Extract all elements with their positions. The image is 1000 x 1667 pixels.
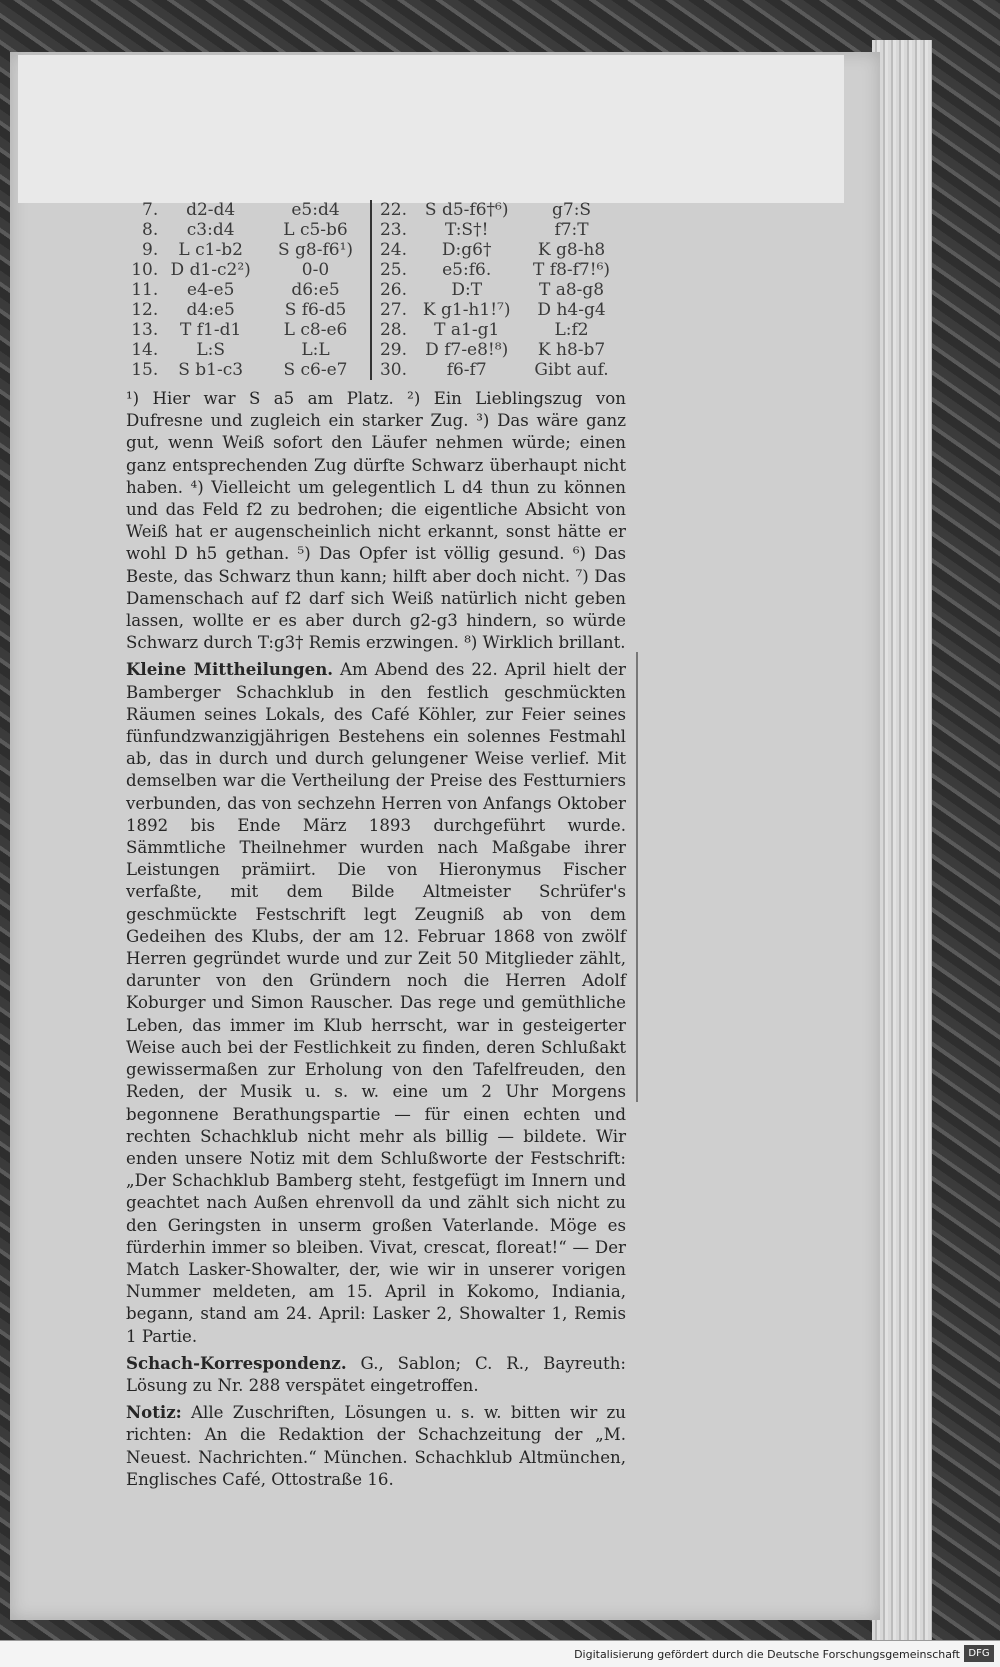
news-heading: Kleine Mittheilungen. [126,659,334,680]
move-cell-b: e5:d4 [291,200,340,220]
game-moves-table [126,200,626,380]
move-cell-w: L c1-b2 [178,240,243,260]
move-cell-n: 14. [131,340,159,360]
move-cell-n2: 25. [371,260,416,280]
move-cell-n: 15. [131,360,159,380]
move-cell-w: S b1-c3 [178,360,244,380]
move-cell-n2: 28. [371,320,416,340]
move-cell-b2: Gibt auf. [534,360,609,380]
page-text [126,200,626,1495]
move-cell-n: 13. [131,320,159,340]
move-cell-w2: D:T [451,280,483,300]
move-row [126,220,626,240]
move-cell-b2: K g8-h8 [537,240,606,260]
correspondence-paragraph [126,1352,626,1397]
annotation-notes: ¹) Hier war S a5 am Platz. ²) Ein Lieblingszug von Dufresne und zugleich ein starker Zug. ³) Das wäre ganz gut, wenn Weiß sofort den Läufer nehmen würde; einen ganz entsprechenden Zug dürfte Schwarz überhaupt nicht haben. ⁴) Vielleicht um gelegentlich L d4 thun zu können und das Feld f2 zu bedrohen; die eigentliche Absicht von Weiß hat er augenscheinlich nicht erkannt, sonst hätte er wohl D h5 gethan. ⁵) Das Opfer ist völlig gesund. ⁶) Das Beste, das Schwarz thun kann; hilft aber doch nicht. ⁷) Das Damenschach auf f2 darf sich Weiß natürlich nicht geben lassen, wollte er es aber durch g2-g3 hindern, so würde Schwarz durch T:g3† Remis erzwingen. ⁸) Wirklich brillant. [126,389,626,653]
footer-bar [0,1640,1000,1667]
move-cell-b: S f6-d5 [284,300,347,320]
move-cell-w: L:S [196,340,225,360]
move-cell-b: L c8-e6 [283,320,348,340]
dfg-logo: DFG [964,1645,994,1662]
move-row [126,340,626,360]
move-cell-b2: T a8-g8 [538,280,605,300]
move-cell-b2: K h8-b7 [537,340,606,360]
move-cell-b2: D h4-g4 [537,300,606,320]
move-row [126,240,626,260]
margin-mark [636,652,638,1102]
move-cell-b2: T f8-f7!⁶) [533,260,611,280]
move-cell-n: 8. [142,220,159,240]
notice-body: Alle Zuschriften, Lösungen u. s. w. bitten wir zu richten: An die Redaktion der Schachzeitung der „M. Neuest. Nachrichten.“ München. Schachklub Altmünchen, Englisches Café, Ottostraße 16. [126,1403,626,1489]
move-cell-n2: 23. [371,220,416,240]
correspondence-body: G., Sablon; C. R., Bayreuth: Lösung zu Nr. 288 verspätet eingetroffen. [126,1353,626,1395]
move-cell-b2: f7:T [554,220,589,240]
move-cell-w: c3:d4 [186,220,235,240]
move-cell-n2: 30. [371,360,416,380]
move-cell-w: d2-d4 [186,200,236,220]
move-cell-w2: K g1-h1!⁷) [422,300,511,320]
page-overlay [18,55,844,203]
move-row [126,280,626,300]
move-cell-w2: S d5-f6†⁶) [424,200,509,220]
move-cell-w2: D f7-e8!⁸) [425,340,509,360]
move-cell-w: T f1-d1 [180,320,242,340]
move-cell-b2: g7:S [552,200,592,220]
news-paragraph [126,658,626,1347]
move-row [126,360,626,380]
move-cell-w: D d1-c2²) [170,260,251,280]
move-cell-w2: e5:f6. [442,260,492,280]
move-cell-n2: 24. [371,240,416,260]
move-cell-n: 11. [131,280,159,300]
move-cell-n: 9. [142,240,159,260]
move-cell-w2: T:S†! [444,220,489,240]
move-row [126,260,626,280]
move-cell-b: L:L [301,340,330,360]
move-cell-w: e4-e5 [186,280,235,300]
move-cell-n: 12. [131,300,159,320]
move-cell-n: 10. [131,260,159,280]
notice-heading: Notiz: [126,1402,182,1423]
move-cell-w2: f6-f7 [446,360,487,380]
move-cell-n2: 27. [371,300,416,320]
notice-paragraph [126,1401,626,1491]
move-cell-w: d4:e5 [186,300,235,320]
move-cell-b: 0-0 [301,260,330,280]
move-row [126,320,626,340]
move-cell-b: d6:e5 [291,280,340,300]
correspondence-heading: Schach-Korrespondenz. [126,1352,347,1373]
move-cell-b: S g8-f6¹) [277,240,354,260]
move-cell-n2: 22. [371,200,416,220]
move-cell-b2: L:f2 [554,320,589,340]
move-cell-n2: 29. [371,340,416,360]
move-cell-n2: 26. [371,280,416,300]
move-cell-b: L c5-b6 [283,220,348,240]
move-row [126,200,626,220]
move-cell-b: S c6-e7 [283,360,348,380]
footer-credit: Digitalisierung gefördert durch die Deutsche Forschungsgemeinschaft [574,1648,960,1661]
news-body: Am Abend des 22. April hielt der Bamberger Schachklub in den festlich geschmückten Räumen seines Lokals, des Café Köhler, zur Feier seines fünfundzwanzigjährigen Bestehens ein solennes Festmahl ab, das in durch und durch gelungener Weise verlief. Mit demselben war die Vertheilung der Preise des Festturniers verbunden, das von sechzehn Herren von Anfangs Oktober 1892 bis Ende März 1893 durchgeführt wurde. Sämmtliche Theilnehmer wurden nach Maßgabe ihrer Leistungen prämiirt. Die von Hieronymus Fischer verfaßte, mit dem Bilde Altmeister Schrüfer's geschmückte Festschrift legt Zeugniß ab von dem Gedeihen des Klubs, der am 12. Februar 1868 von zwölf Herren gegründet wurde und zur Zeit 50 Mitglieder zählt, darunter von den Gründern noch die Herren Adolf Koburger und Simon Rauscher. Das rege und gemüthliche Leben, das immer im Klub herrscht, war in gesteigerter Weise auch bei der Festlichkeit zu finden, deren Schlußakt gewissermaßen zur Erholung von den Tafelfreuden, den Reden, der Musik u. s. w. eine um 2 Uhr Morgens begonnene Berathungspartie — für einen echten und rechten Schachklub nicht mehr als billig — bildete. Wir enden unsere Notiz mit dem Schlußworte der Festschrift: „Der Schachklub Bamberg steht, festgefügt im Innern und geachtet nach Außen ehrenvoll da und zählt sich nicht zu den Geringsten in unserm großen Vaterlande. Möge es fürderhin immer so bleiben. Vivat, crescat, floreat!“ — Der Match Lasker-Showalter, der, wie wir in unserer vorigen Nummer meldeten, am 15. April in Kokomo, Indiania, begann, stand am 24. April: Lasker 2, Showalter 1, Remis 1 Partie. [126,660,626,1346]
move-cell-w2: T a1-g1 [434,320,500,340]
move-cell-n: 7. [142,200,159,220]
move-row [126,300,626,320]
page-edges [872,40,932,1640]
move-cell-w2: D:g6† [441,240,492,260]
